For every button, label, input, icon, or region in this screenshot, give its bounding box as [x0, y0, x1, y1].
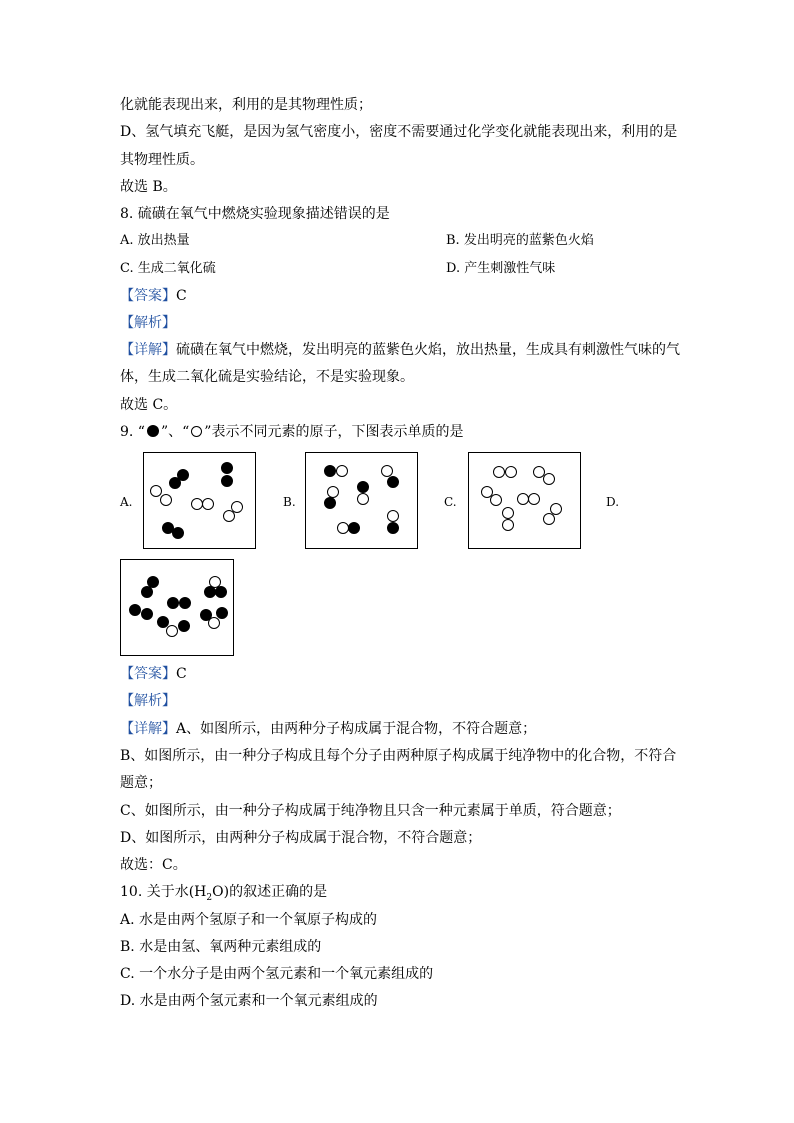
figure-a-svg	[144, 453, 255, 548]
q9-detail-a	[120, 719, 536, 739]
answer-tag: 【答案】	[120, 288, 176, 304]
q10-option-b: B. 水是由氢、氧两种元素组成的	[120, 939, 322, 955]
q9-detail-b: B、如图所示，由一种分子构成且每个分子由两种原子构成属于纯净物中的化合物，不符合	[120, 748, 677, 764]
q8-option-c: C. 生成二氧化硫	[120, 261, 216, 276]
figure-b-svg	[306, 453, 417, 548]
question-9-stem	[120, 422, 463, 442]
q8-detail-cont: 体，生成二氧化硫是实验结论，不是实验现象。	[120, 369, 414, 385]
text-line: 化就能表现出来，利用的是其物理性质；	[120, 97, 372, 113]
detail-text: A、如图所示，由两种分子构成属于混合物，不符合题意；	[176, 721, 537, 737]
q8-answer	[120, 286, 187, 306]
filled-atom-icon	[147, 425, 159, 437]
question-10-stem	[120, 882, 327, 908]
q8-detail	[120, 340, 680, 360]
q9-figure-d	[120, 559, 234, 656]
q9-conclusion: 故选：C。	[120, 857, 187, 873]
q10-stem-sub: 2	[206, 892, 213, 903]
q9-sep: ”、“	[160, 424, 190, 440]
answer-value: C	[176, 288, 187, 304]
q9-stem-text: ”表示不同元素的原子，下图表示单质的是	[204, 424, 464, 440]
text-line: 其物理性质。	[120, 152, 204, 168]
q9-figure-b	[305, 452, 418, 549]
figure-d-svg	[121, 560, 233, 655]
q10-option-d: D. 水是由两个氢元素和一个氧元素组成的	[120, 993, 378, 1009]
detail-text: 硫磺在氧气中燃烧，发出明亮的蓝紫色火焰，放出热量，生成具有刺激性气味的气	[176, 342, 680, 358]
answer-tag: 【答案】	[120, 666, 176, 682]
figure-c-svg	[469, 453, 580, 548]
q9-label-a: A.	[120, 495, 133, 509]
q9-answer	[120, 664, 187, 684]
q9-figure-a	[143, 452, 256, 549]
detail-tag: 【详解】	[120, 342, 176, 358]
conclusion: 故选 B。	[120, 179, 177, 195]
q9-label-b: B.	[283, 495, 296, 509]
q9-detail-b-cont: 题意；	[120, 775, 162, 791]
q10-option-c: C. 一个水分子是由两个氢元素和一个氧元素组成的	[120, 966, 434, 982]
answer-value: C	[176, 666, 187, 682]
q9-analysis-tag: 【解析】	[120, 693, 176, 709]
q9-label-c: C.	[444, 495, 457, 509]
q9-detail-d: D、如图所示，由两种分子构成属于混合物，不符合题意；	[120, 830, 482, 846]
text-line: D、氢气填充飞艇，是因为氢气密度小，密度不需要通过化学变化就能表现出来，利用的是	[120, 124, 678, 140]
q10-stem-post: O)的叙述正确的是	[212, 884, 328, 900]
detail-tag: 【详解】	[120, 721, 176, 737]
q8-option-b: B. 发出明亮的蓝紫色火焰	[446, 233, 594, 248]
question-8-stem: 8. 硫磺在氧气中燃烧实验现象描述错误的是	[120, 206, 390, 222]
q9-detail-c: C、如图所示，由一种分子构成属于纯净物且只含一种元素属于单质，符合题意；	[120, 803, 621, 819]
q10-stem-pre: 10. 关于水(H	[120, 884, 207, 900]
q9-figure-c	[468, 452, 581, 549]
q9-num: 9. “	[120, 424, 145, 440]
q8-option-a: A. 放出热量	[120, 233, 190, 248]
q9-label-d: D.	[606, 495, 620, 509]
q8-conclusion: 故选 C。	[120, 397, 178, 413]
q8-option-d: D. 产生刺激性气味	[446, 261, 556, 276]
q8-analysis-tag: 【解析】	[120, 315, 176, 331]
hollow-atom-icon	[191, 426, 202, 437]
q10-option-a: A. 水是由两个氢原子和一个氧原子构成的	[120, 912, 378, 928]
